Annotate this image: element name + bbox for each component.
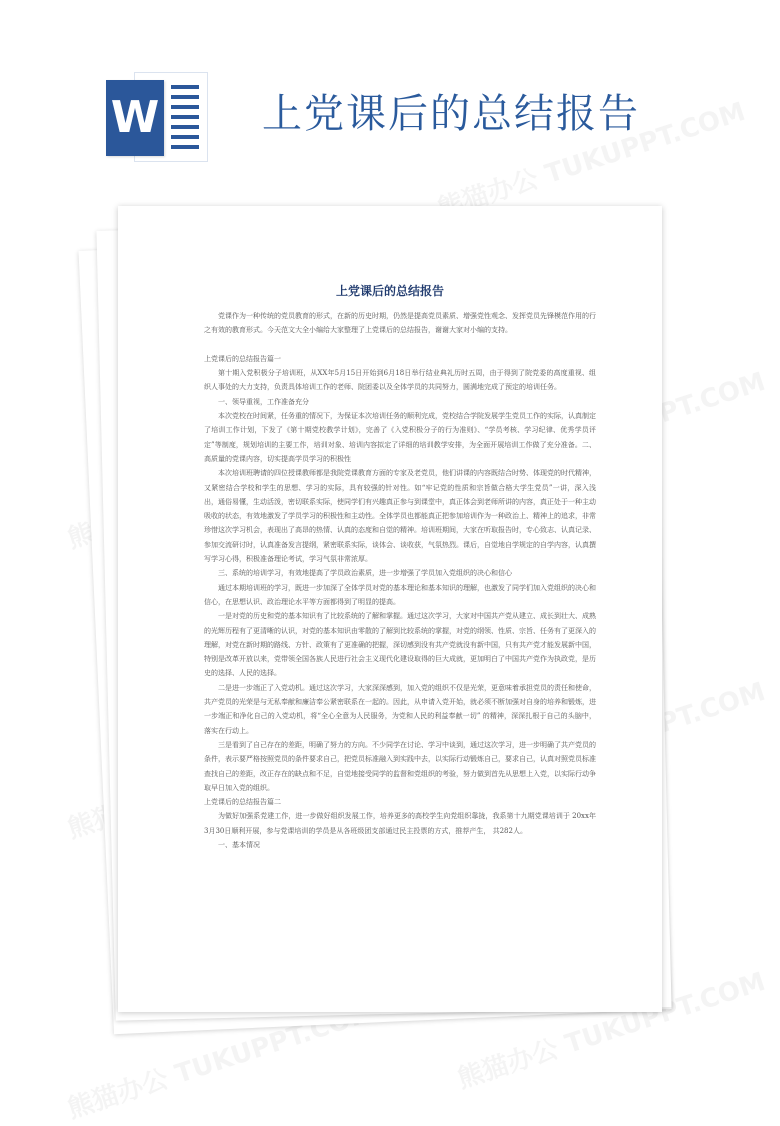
paragraph: 二是进一步端正了入党动机。通过这次学习，大家深深感到，加入党的组织不仅是光荣，更意味着承担党员的责任和使命，共产党员的光荣是与无私奉献和廉洁奉公紧密联系在一起的。因此，从申请入党开始，就必须不断加强对自身的培养和锻炼，进一步端正和净化自己的入党动机，将“全心全意为人民服务，为党和人民的利益奉献一切” 的精神，深深扎根于自己的头脑中，落实在行动上。 [204,683,596,735]
paragraph: 三是看到了自己存在的差距，明确了努力的方向。不少同学在讨论、学习中谈到，通过这次学习，进一步明确了共产党员的条件，表示要严格按照党员的条件要求自己，把党员标准融入到实践中去，以实际行动锻炼自己，要求自己，认真对照党员标准查找自己的差距，改正存在的缺点和不足，自觉地接受同学的监督和党组织的考验，努力做到首先从思想上入党，以实际行动争取早日加入党的组织。 [204,740,596,792]
subheading: 一、基本情况 [218,840,260,849]
document-body [204,309,596,852]
paragraph: 为做好加强系党建工作，进一步做好组织发展工作，培养更多的高校学生向党组织靠拢，我系第十九期党课培训于 20xx年3月30日顺利开展，参与党课培训的学员是从各班级团支部通过民主投票的方式，推荐产生， 共282人。 [204,812,596,835]
word-icon [106,70,206,166]
subheading: 一、领导重视，工作准备充分 [218,397,309,406]
paragraph: 本次党校在时间紧，任务重的情况下，为保证本次培训任务的顺利完成，党校结合学院发展学生党员工作的实际，认真制定了培训工作计划，下发了《第十期党校教学计划》，完善了《入党积极分子的行为准则》、“学员考核、学习纪律、优秀学员评定”等制度，规划培训的主要工作，培训对象、培训内容拟定了详细的培训教学安排，为全面开展培训工作做了充分准备。二、高质量的党课内容，切实提高学员学习的积极性 [204,412,596,463]
paragraph: 一是对党的历史和党的基本知识有了比较系统的了解和掌握。通过这次学习，大家对中国共产党从建立、成长到壮大、成熟的光辉历程有了更清晰的认识，对党的基本知识由零散的了解到比较系统的掌握，对党的纲领、性质、宗旨、任务有了更深入的理解，对党在新时期的路线、方针、政策有了更准确的把握，深切感到没有共产党就没有新中国，只有共产党才能发展新中国，特别是改革开放以来，党带领全国各族人民进行社会主义现代化建设取得的巨大成就，更加明白了中国共产党作为执政党，是历史的选择、人民的选择。 [204,612,596,678]
paragraph: 本次培训班聘请的四位授课教师都是我院党课教育方面的专家及老党员，他们讲课的内容既结合时势、体现党的时代精神，又紧密结合学校和学生的思想、学习的实际，具有较强的针对性。如“牢记党的性质和宗旨做合格大学生党员”一讲，深入浅出，通俗易懂，生动活泼，密切联系实际，使同学们有兴趣真正参与到课堂中，真正体会到老师所讲的内容，真正处于一种主动吸收的状态，有效地激发了学员学习的积极性和主动性。全体学员也都能真正把参加培训作为一种政治上、精神上的追求，非常珍惜这次学习机会，表现出了高昂的热情、认真的态度和自觉的精神。培训班期间，大家在听取报告时，专心致志、认真记录、参加交流研讨时，认真准备发言提纲，紧密联系实际，谈体会、谈收获，气氛热烈。课后，自觉地自学规定的自学内容，认真撰写学习心得，积极准备理论考试，学习气氛非常浓厚。 [204,469,596,564]
page-title: 上党课后的总结报告 [262,91,640,137]
word-logo-letter: W [106,80,164,156]
paragraph: 第十期入党积极分子培训班，从XX年5月15日开始到6月18日举行结业典礼历时五周，由于得到了院党委的高度重视、组织人事处的大力支持，负责具体培训工作的老师、院团委以及全体学员的共同努力，圆满地完成了预定的培训任务。 [204,369,596,392]
document-page [118,206,662,1012]
section-heading: 上党课后的总结报告篇二 [204,798,281,807]
document-title: 上党课后的总结报告 [335,284,444,298]
paragraph: 党课作为一种传统的党员教育的形式，在新的历史时期，仍然是提高党员素质、增强党性观念、发挥党员先锋模范作用的行之有效的教育形式。今天范文大全小编给大家整理了上党课后的总结报告，谢谢大家对小编的支持。 [204,312,596,335]
paragraph: 通过本期培训班的学习，既进一步加深了全体学员对党的基本理论和基本知识的理解，也激发了同学们加入党组织的决心和信心，在思想认识、政治理论水平等方面都得到了明显的提高。 [204,583,596,606]
section-heading: 上党课后的总结报告篇一 [204,354,281,363]
subheading: 三、系统的培训学习，有效地提高了学员政治素质，进一步增强了学员加入党组织的决心和信心 [218,569,512,578]
